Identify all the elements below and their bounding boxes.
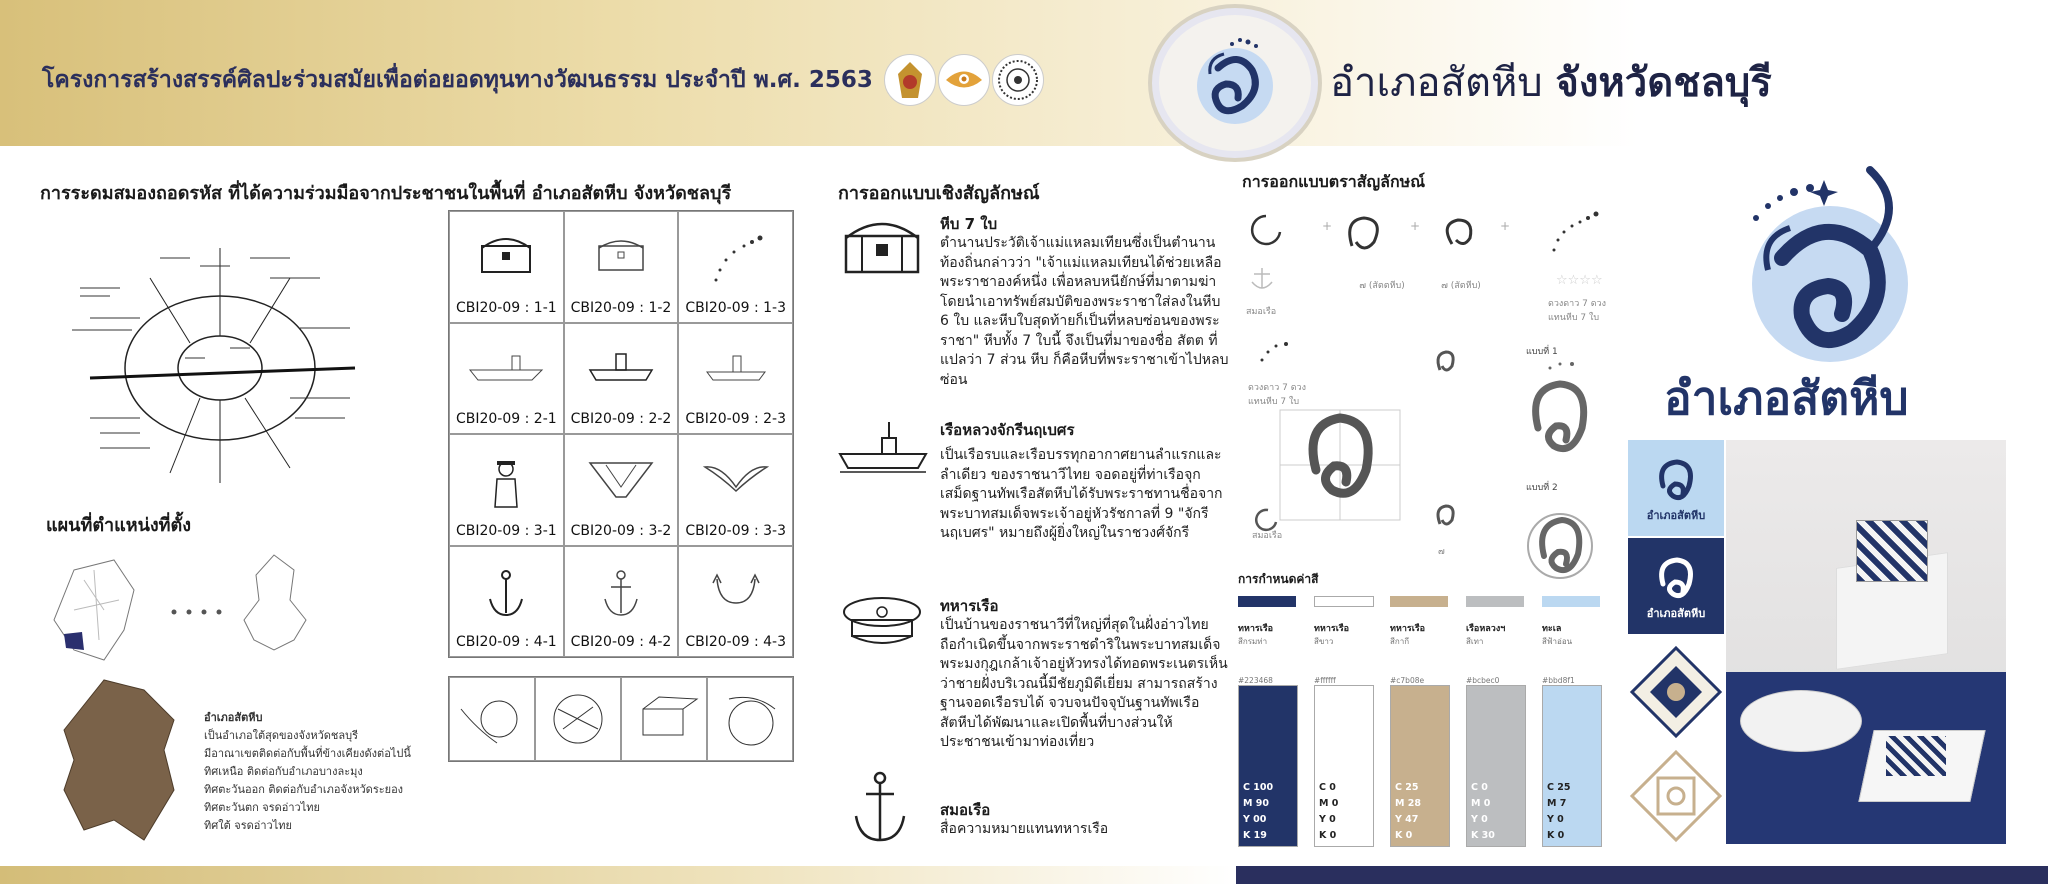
logo-light-tile [1628, 440, 1724, 536]
anchor-icon [601, 569, 641, 619]
stars-icon [708, 234, 764, 284]
swatch-column [1390, 596, 1450, 847]
swatch-hex: #bcbec0 [1466, 676, 1500, 685]
logo-dark-tile [1628, 538, 1724, 634]
aircraft-carrier-icon [586, 346, 656, 386]
swatch-column [1238, 596, 1298, 847]
rough-sketch [535, 677, 621, 761]
district-info-line: ทิศตะวันออก ติดต่อกับอำเภอจังหวัดระยอง [204, 783, 404, 796]
district-info-line: มีอาณาเขตติดต่อกับพื้นที่ข้างเคียงดังต่อไปนี้ [204, 747, 411, 760]
sailor-icon [491, 457, 521, 513]
cmyk-value: C 25 [1395, 782, 1419, 793]
cmyk-value: K 0 [1547, 830, 1565, 841]
brainstorm-title: การระดมสมองถอดรหัส ที่ได้ความร่วมมือจากประชาชนในพื้นที่ อำเภอสัตหีบ จังหวัดชลบุรี [40, 183, 732, 204]
rough-sketch [707, 677, 793, 761]
province-name: จังหวัดชลบุรี [1555, 60, 1772, 106]
cmyk-value: Y 0 [1547, 814, 1564, 825]
logo-annotation: ๗ [1438, 547, 1445, 557]
cmyk-value: Y 47 [1395, 814, 1419, 825]
district-info-line: เป็นอำเภอใต้สุดของจังหวัดชลบุรี [204, 729, 359, 742]
swatch-column [1466, 596, 1526, 847]
sketch-code: CBI20-09 : 4-2 [570, 634, 672, 650]
swatch-sub: สีกากี [1390, 637, 1410, 646]
cmyk-value: M 28 [1395, 798, 1421, 809]
cmyk-value: K 0 [1319, 830, 1337, 841]
logo-annotation: สมอเรือ [1252, 531, 1283, 541]
cmyk-value: C 0 [1471, 782, 1488, 793]
chest-icon [842, 216, 922, 276]
cmyk-value: Y 00 [1243, 814, 1267, 825]
logo-mark-icon [1651, 452, 1701, 506]
anchor-icon [850, 770, 910, 846]
swatch-name: ทหารเรือ [1314, 624, 1350, 634]
project-title: โครงการสร้างสรรค์ศิลปะร่วมสมัยเพื่อต่อยอดทุนทางวัฒนธรรม ประจำปี พ.ศ. 2563 [42, 67, 873, 93]
sketch-cell [678, 434, 793, 546]
cmyk-value: K 19 [1243, 830, 1267, 841]
swatch-column [1314, 596, 1374, 847]
ministry-seal-icon [992, 54, 1044, 106]
pattern-tile-icon [1628, 644, 1724, 740]
color-palette [1238, 596, 1598, 846]
location-map-title: แผนที่ตำแหน่งที่ตั้ง [46, 515, 192, 536]
swatch-name: ทหารเรือ [1238, 624, 1274, 634]
logo-design-title: การออกแบบตราสัญลักษณ์ [1242, 172, 1426, 191]
swatch-bar [1238, 596, 1296, 607]
anchor-arms-icon [711, 569, 761, 609]
swatch-bar [1466, 596, 1524, 607]
logo-annotation: ดวงดาว 7 ดวง แทนหีบ 7 ใบ [1248, 383, 1306, 407]
cmyk-value: Y 0 [1471, 814, 1488, 825]
sketch-cell [678, 323, 793, 435]
logo-variant-2 [1520, 492, 1600, 592]
sketch-code: CBI20-09 : 3-1 [455, 522, 557, 539]
swatch-bar [1390, 596, 1448, 607]
sketch-cell [564, 434, 679, 546]
cmyk-value: C 100 [1243, 782, 1274, 793]
treasure-chest-icon [593, 234, 649, 274]
sketch-cell [564, 323, 679, 435]
sketch-code: CBI20-09 : 2-3 [685, 411, 786, 427]
sketch-cell [564, 211, 679, 323]
cmyk-value: M 90 [1243, 798, 1269, 809]
symbol-heading: ทหารเรือ [940, 597, 999, 615]
swatch-block [1390, 685, 1450, 847]
logo-evolution-steps [1240, 206, 1620, 266]
footer-gold-bar [0, 866, 1236, 884]
logo-step-label: ๗ (สัตตหีบ) [1359, 281, 1405, 291]
sketch-cell [449, 211, 564, 323]
thai-culture-icon [938, 54, 990, 106]
collar-icon [701, 457, 771, 497]
district-info-line: ทิศเหนือ ติดต่อกับอำเภอบางละมุง [204, 765, 363, 778]
district-info [204, 708, 444, 834]
cmyk-value: K 0 [1395, 830, 1413, 841]
sketch-cell [449, 434, 564, 546]
swatch-hex: #223468 [1238, 676, 1273, 685]
sketch-cell [449, 546, 564, 658]
cmyk-value: K 30 [1471, 830, 1495, 841]
variant-label: แบบที่ 2 [1526, 483, 1558, 493]
swatch-sub: สีเทา [1466, 637, 1484, 646]
logo-step-label: ดวงดาว 7 ดวง แทนหีบ 7 ใบ [1548, 299, 1606, 323]
pattern-ornament-icon [1628, 748, 1724, 844]
symbol-heading: สมอเรือ [940, 801, 991, 819]
district-logo-badge [1152, 8, 1318, 158]
symbol-description: ตำนานประวัติเจ้าแม่แหลมเทียนซึ่งเป็นตำนานท้องถิ่นกล่าวว่า "เจ้าแม่แหลมเทียนได้ช่วยเหลือพระราชาองค์หนึ่ง เพื่อหลบหนียักษ์ที่มาตามฆ่าโดยนำเอาทรัพย์สมบัติของพระราชาใส่ลงในหีบ 6 ใบ และหีบใบสุดท้ายก็เป็นที่หลบซ่อนของพระราชา" หีบทั้ง 7 ใบนี้ จึงเป็นที่มาของชื่อ สัตต ที่แปลว่า 7 ส่วน หีบ ก็คือหีบที่พระราชาเข้าไปหลบซ่อน [940, 235, 1229, 388]
svg-text:+: + [1500, 219, 1511, 233]
cmyk-value: M 0 [1471, 798, 1491, 809]
sketch-code: CBI20-09 : 2-1 [455, 411, 557, 427]
svg-text:+: + [1322, 219, 1333, 233]
swatch-bar [1314, 596, 1374, 607]
swatch-name: ทะเล [1542, 624, 1562, 634]
symbolic-title: การออกแบบเชิงสัญลักษณ์ [838, 183, 1040, 204]
logo-step-label: สมอเรือ [1246, 307, 1277, 317]
cmyk-value: M 0 [1319, 798, 1339, 809]
swatch-name: เรือหลวงฯ [1466, 624, 1506, 634]
mockup-cloth [1886, 736, 1946, 776]
palette-title: การกำหนดค่าสี [1238, 572, 1319, 586]
swatch-block [1542, 685, 1602, 847]
cmyk-value: M 7 [1547, 798, 1567, 809]
mockup-plate [1740, 690, 1862, 752]
sketch-code: CBI20-09 : 4-1 [455, 634, 557, 650]
sketch-cell [564, 546, 679, 658]
tile-wordmark: อำเภอสัตหีบ [1646, 509, 1706, 522]
swatch-hex: #c7b08e [1390, 676, 1425, 685]
svg-text:☆☆☆☆: ☆☆☆☆ [1556, 273, 1603, 288]
swatch-sub: สีขาว [1314, 637, 1334, 646]
symbol-heading: เรือหลวงจักรีนฤเบศร [940, 421, 1075, 439]
sketch-cell [678, 211, 793, 323]
svg-text:+: + [1410, 219, 1421, 233]
tile-wordmark: อำเภอสัตหีบ [1646, 607, 1706, 620]
symbol-description: เป็นบ้านของราชนาวีที่ใหญ่ที่สุดในฝั่งอ่าวไทย ถือกำเนิดขึ้นจากพระราชดำริในพระบาทสมเด็จพระมงกุฎเกล้าเจ้าอยู่หัวทรงได้ทอดพระเนตรเห็นว่าชายฝั่งบริเวณนี้มีชัยภูมิดีเยี่ยม สามารถสร้างฐานจอดเรือรบได้ จวบจนปัจจุบันฐานทัพเรือสัตหีบได้พัฒนาและเปิดพื้นที่บางส่วนให้ประชาชนเข้ามาท่องเที่ยว [940, 617, 1228, 750]
swatch-block [1466, 685, 1526, 847]
cmyk-value: C 25 [1547, 782, 1571, 793]
swatch-block [1238, 685, 1298, 847]
collar-icon [586, 457, 656, 503]
main-logo-mark [1720, 166, 1940, 376]
symbol-description: เป็นเรือรบและเรือบรรทุกอากาศยานลำแรกและลำเดียว ของราชนาวีไทย จอดอยู่ที่ท่าเรือจุกเสม็ดฐานทัพเรือสัตหีบได้รับพระราชทานชื่อจากพระบาทสมเด็จพระเจ้าอยู่หัวรัชกาลที่ 9 "จักรีนฤเบศร" หมายถึงผู้ยิ่งใหญ่ในราชวงศ์จักรี [940, 447, 1223, 541]
symbol-heading: หีบ 7 ใบ [940, 215, 998, 233]
symbol-description: สื่อความหมายแทนทหารเรือ [940, 821, 1109, 837]
sketch-cell [449, 323, 564, 435]
district-info-title: อำเภอสัตหีบ [204, 711, 263, 724]
sketch-cell [678, 546, 793, 658]
swatch-bar [1542, 596, 1600, 607]
sketch-code: CBI20-09 : 1-2 [570, 299, 672, 316]
swatch-sub: สีกรมท่า [1238, 637, 1268, 646]
footer-navy-bar [1236, 866, 2048, 884]
aircraft-carrier-icon [466, 346, 546, 386]
sattahip-logo-icon [1180, 28, 1290, 138]
mockup-bag [1856, 520, 1928, 582]
design-sketch-grid [448, 210, 794, 658]
sketch-code: CBI20-09 : 1-3 [685, 299, 786, 316]
sketch-code: CBI20-09 : 3-2 [570, 522, 672, 539]
aircraft-carrier-icon [701, 346, 771, 386]
product-mockup [1726, 440, 2006, 844]
treasure-chest-icon [478, 234, 534, 274]
navy-cap-icon [840, 590, 924, 650]
cmyk-value: C 0 [1319, 782, 1336, 793]
variant-label: แบบที่ 1 [1526, 347, 1558, 357]
swatch-hex: #bbd8f1 [1542, 676, 1575, 685]
logo-construction-diagram [1240, 340, 1470, 560]
wordmark: อำเภอสัตหีบ [1664, 371, 1909, 425]
sketch-code: CBI20-09 : 4-3 [685, 634, 786, 650]
logo-mark-icon [1651, 550, 1701, 604]
logo-variant-1 [1520, 358, 1600, 468]
cmyk-value: Y 0 [1319, 814, 1336, 825]
district-info-line: ทิศใต้ จรดอ่าวไทย [204, 819, 292, 832]
swatch-sub: สีฟ้าอ่อน [1542, 637, 1573, 646]
rough-sketches-row [448, 676, 794, 762]
sketch-code: CBI20-09 : 1-1 [455, 299, 557, 316]
district-heading [1330, 50, 1772, 114]
rough-sketch [621, 677, 707, 761]
swatch-hex: #ffffff [1314, 676, 1336, 685]
ship-icon [836, 418, 930, 478]
rough-sketch [449, 677, 535, 761]
sketch-code: CBI20-09 : 3-3 [685, 522, 786, 539]
swatch-column [1542, 596, 1602, 847]
swatch-name: ทหารเรือ [1390, 624, 1426, 634]
swatch-block [1314, 685, 1374, 847]
logo-step-label: ๗ (สัตหีบ) [1441, 281, 1481, 291]
sketch-code: CBI20-09 : 2-2 [570, 411, 672, 427]
anchor-icon [486, 569, 526, 619]
district-name: อำเภอสัตหีบ [1330, 60, 1556, 106]
district-info-line: ทิศตะวันตก จรดอ่าวไทย [204, 801, 320, 814]
mind-map-sketch [70, 218, 370, 488]
royal-emblem-icon [884, 54, 936, 106]
